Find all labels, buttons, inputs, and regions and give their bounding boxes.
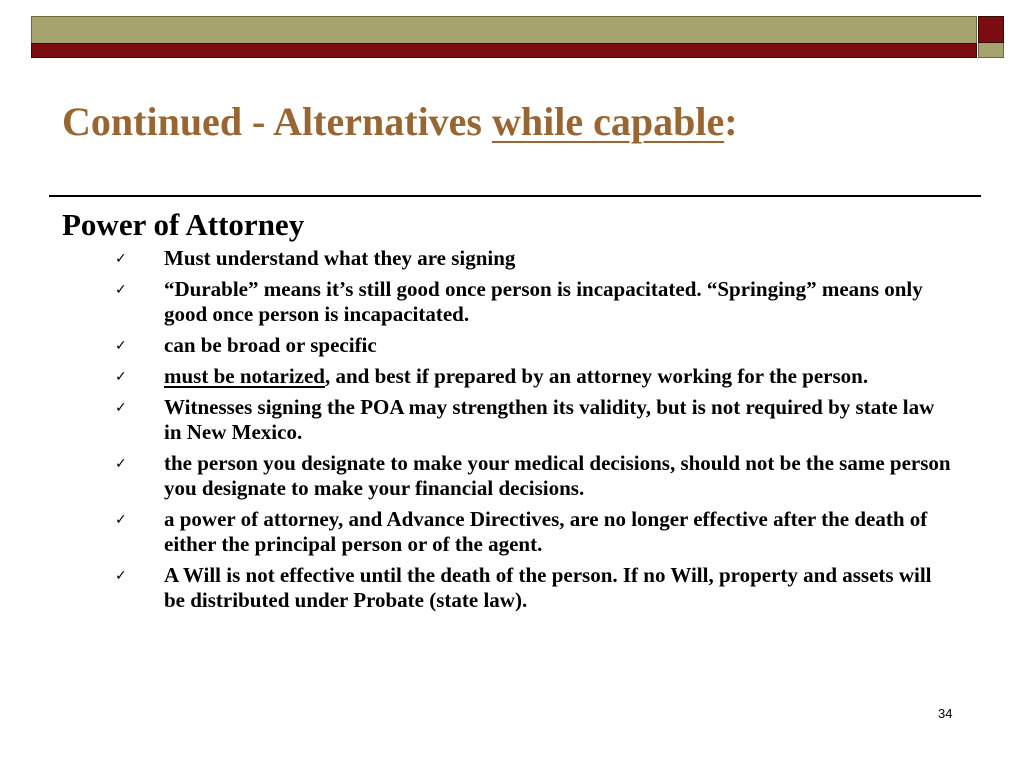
- bullet-underlined-text: must be notarized: [164, 364, 325, 388]
- bullet-item: [0, 246, 954, 271]
- bullet-text: A Will is not effective until the death of the person. If no Will, property and assets will be distributed under Probate (state law).: [164, 563, 932, 612]
- check-mark-icon: ✓: [115, 456, 127, 472]
- bullet-item: [0, 563, 954, 613]
- title-underlined: while capable: [492, 99, 725, 144]
- header-bar-olive: [31, 16, 977, 43]
- check-mark-icon: ✓: [115, 251, 127, 267]
- bullet-item: [0, 277, 954, 327]
- check-mark-icon: ✓: [115, 282, 127, 298]
- header-bar-maroon: [31, 43, 977, 58]
- title-divider: [49, 195, 981, 197]
- bullet-list: [0, 246, 1024, 619]
- header-square-olive: [978, 43, 1004, 58]
- bullet-item: [0, 395, 954, 445]
- bullet-item: [0, 451, 954, 501]
- slide-title: [62, 98, 738, 146]
- check-mark-icon: ✓: [115, 568, 127, 584]
- bullet-text: Witnesses signing the POA may strengthen its validity, but is not required by state law in New Mexico.: [164, 395, 935, 444]
- page-number: 34: [938, 706, 953, 721]
- bullet-item: [0, 364, 954, 389]
- bullet-text: , and best if prepared by an attorney working for the person.: [325, 364, 869, 388]
- check-mark-icon: ✓: [115, 400, 127, 416]
- section-heading: Power of Attorney: [62, 207, 305, 242]
- bullet-text: “Durable” means it’s still good once person is incapacitated. “Springing” means only good once person is incapacitated.: [164, 277, 923, 326]
- bullet-text: a power of attorney, and Advance Directives, are no longer effective after the death of either the principal person or of the agent.: [164, 507, 928, 556]
- check-mark-icon: ✓: [115, 369, 127, 385]
- header-square-maroon: [978, 16, 1004, 43]
- bullet-text: Must understand what they are signing: [164, 246, 516, 270]
- title-end: :: [724, 99, 738, 144]
- check-mark-icon: ✓: [115, 512, 127, 528]
- title-main: Continued - Alternatives: [62, 99, 492, 144]
- check-mark-icon: ✓: [115, 338, 127, 354]
- bullet-text: can be broad or specific: [164, 333, 377, 357]
- bullet-item: [0, 333, 954, 358]
- bullet-text: the person you designate to make your medical decisions, should not be the same person you designate to make your financial decisions.: [164, 451, 951, 500]
- bullet-item: [0, 507, 954, 557]
